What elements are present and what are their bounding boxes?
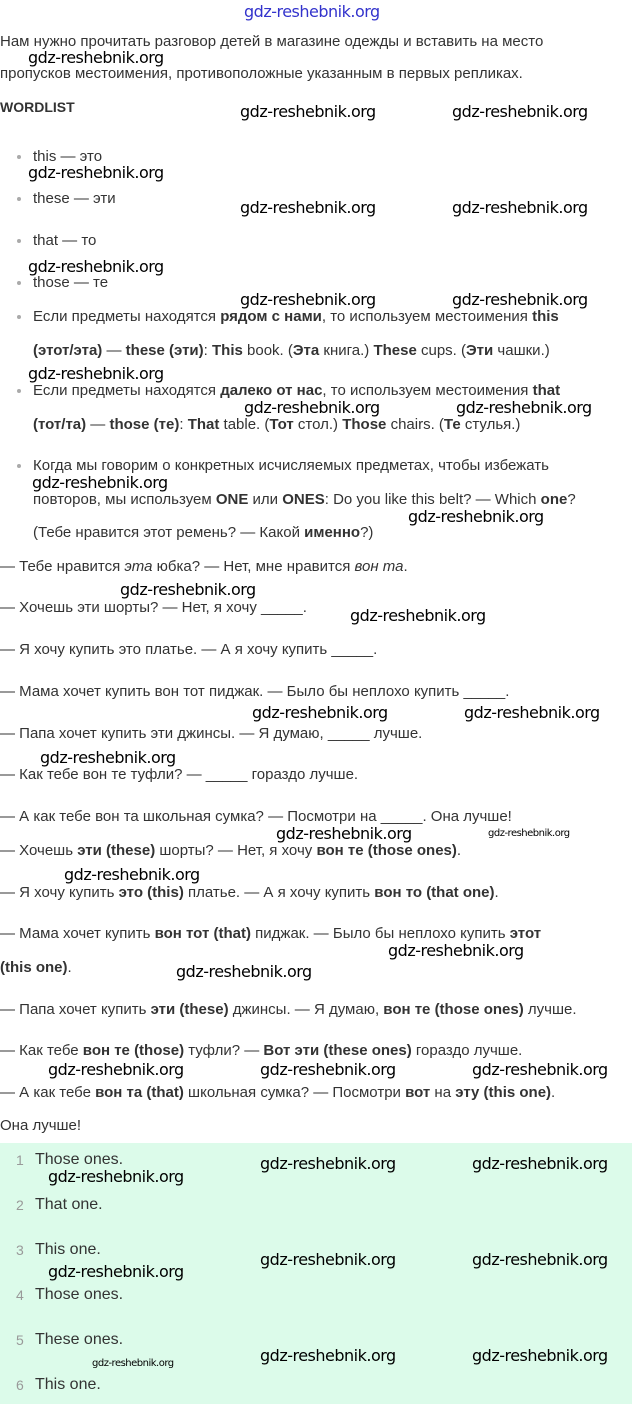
text-segment: ? <box>567 491 576 508</box>
bold-text: That <box>187 416 220 433</box>
bold-text: (this one) <box>0 959 68 976</box>
text-segment: гораздо лучше. <box>411 1042 523 1059</box>
bold-text: Тот <box>269 416 294 433</box>
solution-line <box>0 960 72 976</box>
text-segment: или <box>248 491 283 508</box>
text-segment: . <box>67 959 72 976</box>
solution-line <box>0 1002 577 1018</box>
text-segment: — Папа хочет купить эти джинсы. — Я думаю, _____ лучше. <box>0 725 423 742</box>
italic-text: эта <box>124 558 153 575</box>
text-segment: : <box>179 416 188 433</box>
bullet-icon <box>17 389 21 393</box>
italic-text: вон та <box>354 558 404 575</box>
dialog-line <box>0 809 512 825</box>
answer-text: This one. <box>35 1376 101 1393</box>
text-segment: пиджак. — Было бы неплохо купить <box>250 925 510 942</box>
watermark-header: gdz-reshebnik.org <box>244 2 380 21</box>
watermark: gdz-reshebnik.org <box>472 1250 608 1269</box>
watermark: gdz-reshebnik.org <box>408 507 544 526</box>
text-segment: чашки.) <box>493 342 550 359</box>
bold-text: вон те (those ones) <box>383 1001 524 1018</box>
wordlist-rule <box>33 417 520 433</box>
text-segment: — <box>102 342 126 359</box>
text-segment: — Я хочу купить <box>0 884 119 901</box>
bold-text: ONES <box>282 491 325 508</box>
text-segment: — Папа хочет купить <box>0 1001 151 1018</box>
bold-text: (тот/та) <box>33 416 87 433</box>
answer-text: That one. <box>35 1196 103 1213</box>
bullet-icon <box>17 281 21 285</box>
text-segment: — Как тебе <box>0 1042 83 1059</box>
watermark: gdz-reshebnik.org <box>120 580 256 599</box>
text-segment: — А как тебе вон та школьная сумка? — Посмотри на _____. Она лучше! <box>0 808 512 825</box>
bold-text: эти (these) <box>77 842 156 859</box>
solution-line <box>0 1118 81 1134</box>
bold-text: Those <box>342 416 387 433</box>
wordlist-rule <box>33 383 560 399</box>
text-segment: ?) <box>360 524 374 541</box>
text-segment: школьная сумка? — Посмотри <box>183 1084 406 1101</box>
text-segment: , то используем местоимения <box>321 308 533 325</box>
watermark: gdz-reshebnik.org <box>64 865 200 884</box>
bold-text: these (эти) <box>125 342 204 359</box>
text-segment: chairs. ( <box>386 416 444 433</box>
answer-text: These ones. <box>35 1331 124 1348</box>
bold-text: вот <box>405 1084 431 1101</box>
wordlist-rule <box>33 309 559 325</box>
solution-line <box>0 926 541 942</box>
bold-text: вон те (those ones) <box>316 842 457 859</box>
bold-text: those (те) <box>109 416 180 433</box>
watermark: gdz-reshebnik.org <box>48 1262 184 1281</box>
answer-number: 6 <box>16 1377 24 1393</box>
bold-text: рядом с нами <box>220 308 322 325</box>
text-segment: those — те <box>33 274 109 291</box>
text-segment: , то используем местоимения <box>322 382 533 399</box>
text-segment: Если предметы находятся <box>33 382 221 399</box>
text-segment: these — эти <box>33 190 116 207</box>
bold-text: этот <box>509 925 542 942</box>
text-segment: Если предметы находятся <box>33 308 221 325</box>
dialog-line <box>0 600 307 616</box>
watermark: gdz-reshebnik.org <box>260 1154 396 1173</box>
bold-text: вон то (that one) <box>374 884 495 901</box>
bold-text: эту (this one) <box>455 1084 552 1101</box>
text-segment: платье. — А я хочу купить <box>183 884 375 901</box>
text-segment: — Мама хочет купить <box>0 925 155 942</box>
text-segment: — Как тебе вон те туфли? — _____ гораздо лучше. <box>0 766 359 783</box>
bold-text: that <box>532 382 561 399</box>
bold-text: ONE <box>215 491 249 508</box>
watermark: gdz-reshebnik.org <box>350 606 486 625</box>
solution-line <box>0 1085 555 1101</box>
intro-line <box>0 66 523 82</box>
answer-number: 3 <box>16 1242 24 1258</box>
text-segment: юбка? — Нет, мне нравится <box>152 558 355 575</box>
watermark: gdz-reshebnik.org <box>452 290 588 309</box>
watermark: gdz-reshebnik.org <box>464 703 600 722</box>
dialog-line <box>0 559 408 575</box>
text-segment: : Do you like this belt? — Which <box>324 491 541 508</box>
bold-text: именно <box>304 524 361 541</box>
bold-text: Вот эти (these ones) <box>263 1042 412 1059</box>
bold-text: (этот/эта) <box>33 342 103 359</box>
watermark: gdz-reshebnik.org <box>240 290 376 309</box>
text-segment: that — то <box>33 232 97 249</box>
watermark: gdz-reshebnik.org <box>244 398 380 417</box>
text-segment: — Мама хочет купить вон тот пиджак. — Было бы неплохо купить _____. <box>0 683 510 700</box>
watermark: gdz-reshebnik.org <box>472 1154 608 1173</box>
text-segment: — <box>86 416 110 433</box>
wordlist-rule <box>33 492 576 508</box>
bold-text: These <box>373 342 417 359</box>
watermark: gdz-reshebnik.org <box>240 198 376 217</box>
bold-text: This <box>212 342 243 359</box>
bold-text: Те <box>443 416 461 433</box>
text-segment: шорты? — Нет, я хочу <box>155 842 317 859</box>
text-segment: туфли? — <box>184 1042 264 1059</box>
bold-text: эти (these) <box>150 1001 229 1018</box>
text-segment: — Тебе нравится <box>0 558 125 575</box>
text-segment: — Хочешь <box>0 842 78 859</box>
text-segment: Нам нужно прочитать разговор детей в магазине одежды и вставить на место <box>0 33 544 50</box>
watermark: gdz-reshebnik.org <box>48 1167 184 1186</box>
wordlist-heading: WORDLIST <box>0 99 75 115</box>
answer-text: Those ones. <box>35 1286 124 1303</box>
watermark: gdz-reshebnik.org <box>260 1346 396 1365</box>
text-segment: на <box>430 1084 456 1101</box>
dialog-line <box>0 642 377 658</box>
watermark: gdz-reshebnik.org <box>452 102 588 121</box>
text-segment: Когда мы говорим о конкретных исчисляемых предметах, чтобы избежать <box>33 457 549 474</box>
solution-line <box>0 1043 522 1059</box>
bullet-icon <box>17 239 21 243</box>
bold-text: Эти <box>466 342 494 359</box>
text-segment: . <box>403 558 408 575</box>
watermark: gdz-reshebnik.org <box>28 257 164 276</box>
watermark: gdz-reshebnik.org <box>472 1346 608 1365</box>
dialog-line <box>0 767 358 783</box>
text-segment: лучше. <box>523 1001 577 1018</box>
solution-line <box>0 885 499 901</box>
watermark: gdz-reshebnik.org <box>32 473 168 492</box>
dialog-line <box>0 684 509 700</box>
bold-text: вон та (that) <box>95 1084 184 1101</box>
bullet-icon <box>17 197 21 201</box>
watermark: gdz-reshebnik.org <box>456 398 592 417</box>
answer-number: 2 <box>16 1197 24 1213</box>
bold-text: this <box>532 308 559 325</box>
text-segment: Она лучше! <box>0 1117 82 1134</box>
watermark: gdz-reshebnik.org <box>252 703 388 722</box>
text-segment: стол.) <box>293 416 343 433</box>
answer-text: Those ones. <box>35 1151 124 1168</box>
text-segment: this — это <box>33 148 103 165</box>
watermark: gdz-reshebnik.org <box>488 828 570 839</box>
watermark: gdz-reshebnik.org <box>240 102 376 121</box>
text-segment: cups. ( <box>416 342 467 359</box>
wordlist-rule <box>33 525 373 541</box>
text-segment: джинсы. — Я думаю, <box>228 1001 384 1018</box>
bold-text: это (this) <box>118 884 184 901</box>
text-segment: книга.) <box>319 342 374 359</box>
watermark: gdz-reshebnik.org <box>48 1060 184 1079</box>
text-segment: пропусков местоимения, противоположные указанным в первых репликах. <box>0 65 523 82</box>
watermark: gdz-reshebnik.org <box>388 941 524 960</box>
watermark: gdz-reshebnik.org <box>28 48 164 67</box>
wordlist-rule <box>33 343 550 359</box>
watermark: gdz-reshebnik.org <box>472 1060 608 1079</box>
watermark: gdz-reshebnik.org <box>176 962 312 981</box>
text-segment: стулья.) <box>460 416 521 433</box>
text-segment: . <box>494 884 499 901</box>
watermark: gdz-reshebnik.org <box>28 163 164 182</box>
bold-text: вон те (those) <box>82 1042 185 1059</box>
bullet-icon <box>17 155 21 159</box>
watermark: gdz-reshebnik.org <box>28 364 164 383</box>
bold-text: вон тот (that) <box>154 925 251 942</box>
watermark: gdz-reshebnik.org <box>40 748 176 767</box>
text-segment: book. ( <box>242 342 293 359</box>
text-segment: — Я хочу купить это платье. — А я хочу купить _____. <box>0 641 378 658</box>
watermark: gdz-reshebnik.org <box>260 1060 396 1079</box>
wordlist-item <box>33 275 108 291</box>
text-segment: — А как тебе <box>0 1084 96 1101</box>
wordlist-rule <box>33 458 549 474</box>
watermark: gdz-reshebnik.org <box>260 1250 396 1269</box>
watermark: gdz-reshebnik.org <box>92 1358 174 1369</box>
answer-number: 5 <box>16 1332 24 1348</box>
bullet-icon <box>17 315 21 319</box>
wordlist-item <box>33 233 96 249</box>
bullet-icon <box>17 464 21 468</box>
watermark: gdz-reshebnik.org <box>452 198 588 217</box>
answer-number: 4 <box>16 1287 24 1303</box>
text-segment: table. ( <box>219 416 270 433</box>
dialog-line <box>0 726 422 742</box>
text-segment: (Тебе нравится этот ремень? — Какой <box>33 524 305 541</box>
text-segment: : <box>203 342 212 359</box>
watermark: gdz-reshebnik.org <box>276 824 412 843</box>
solution-line <box>0 843 461 859</box>
answer-number: 1 <box>16 1152 24 1168</box>
bold-text: one <box>540 491 568 508</box>
bold-text: далеко от нас <box>220 382 323 399</box>
text-segment: повторов, мы используем <box>33 491 216 508</box>
answer-text: This one. <box>35 1241 101 1258</box>
text-segment: . <box>551 1084 556 1101</box>
bold-text: Эта <box>292 342 320 359</box>
text-segment: . <box>456 842 462 859</box>
wordlist-item <box>33 191 116 207</box>
text-segment: — Хочешь эти шорты? — Нет, я хочу _____. <box>0 599 307 616</box>
